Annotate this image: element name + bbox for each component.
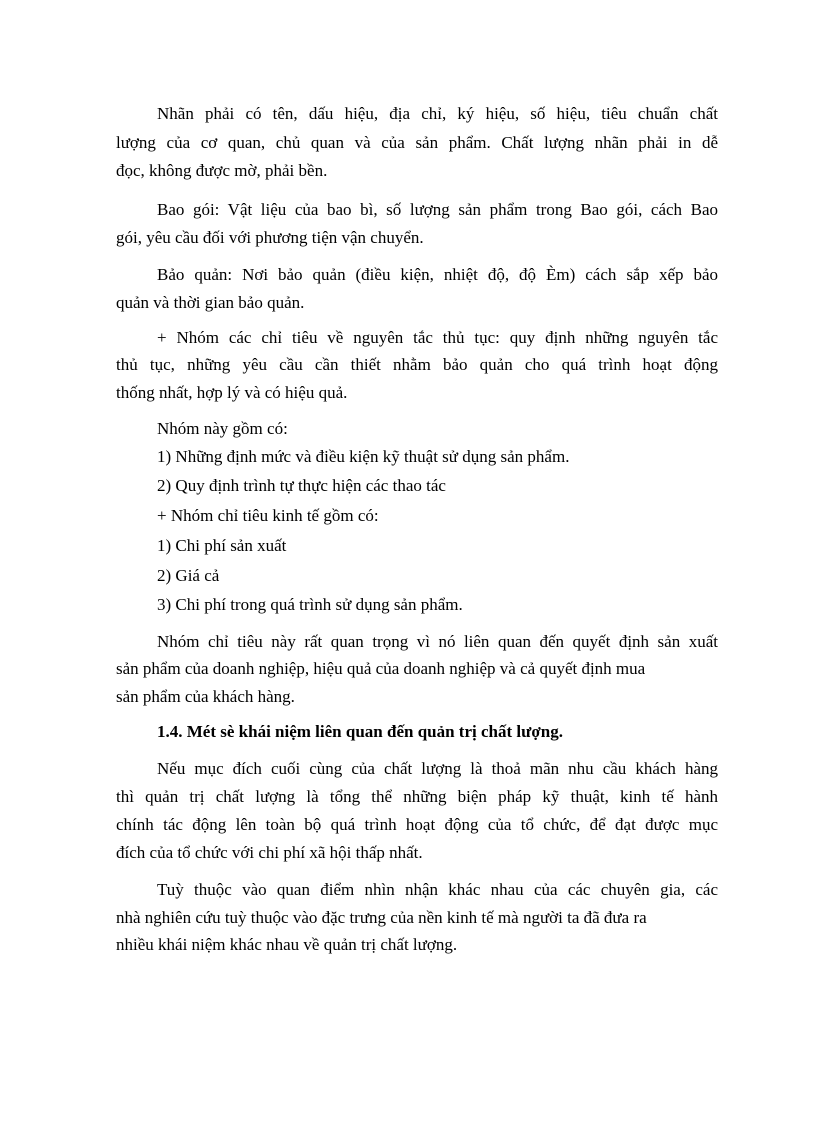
paragraph-line: quản và thời gian bảo quản. [116, 293, 305, 312]
paragraph-line: + Nhóm các chỉ tiêu về nguyên tắc thủ tục: quy định những nguyên tắc [157, 328, 718, 347]
paragraph-line: đích của tổ chức với chi phí xã hội thấp nhất. [116, 843, 423, 862]
list-item: 2) Giá cả [157, 566, 220, 585]
paragraph-line: Nếu mục đích cuối cùng của chất lượng là thoả mãn nhu cầu khách hàng [157, 759, 718, 778]
section-heading: 1.4. Mét sè khái niệm liên quan đến quản trị chất lượng. [157, 722, 563, 741]
paragraph-line: lượng của cơ quan, chủ quan và của sản phẩm. Chất lượng nhãn phải in dễ [116, 133, 718, 152]
paragraph-line: gói, yêu cầu đối với phương tiện vận chuyển. [116, 228, 424, 247]
paragraph-line: sản phẩm của doanh nghiệp, hiệu quả của doanh nghiệp và cả quyết định mua [116, 659, 646, 678]
paragraph-line: đọc, không được mờ, phải bền. [116, 161, 328, 180]
paragraph-line: chính tác động lên toàn bộ quá trình hoạt động của tổ chức, để đạt được mục [116, 815, 718, 834]
paragraph-line: nhà nghiên cứu tuỳ thuộc vào đặc trưng của nền kinh tế mà người ta đã đưa ra [116, 908, 647, 927]
paragraph-line: Nhóm chỉ tiêu này rất quan trọng vì nó liên quan đến quyết định sản xuất [157, 632, 718, 651]
list-intro: + Nhóm chỉ tiêu kinh tế gồm có: [157, 506, 379, 525]
paragraph-line: Bao gói: Vật liệu của bao bì, số lượng sản phẩm trong Bao gói, cách Bao [157, 200, 718, 219]
paragraph-line: nhiều khái niệm khác nhau về quản trị chất lượng. [116, 935, 458, 954]
paragraph-line: Nhãn phải có tên, dấu hiệu, địa chỉ, ký hiệu, số hiệu, tiêu chuẩn chất [157, 104, 718, 123]
paragraph-line: thì quản trị chất lượng là tổng thể những biện pháp kỹ thuật, kinh tế hành [116, 787, 718, 806]
paragraph-line: thủ tục, những yêu cầu cần thiết nhằm bảo quản cho quá trình hoạt động [116, 355, 718, 374]
paragraph-line: sản phẩm của khách hàng. [116, 687, 295, 706]
list-item: 3) Chi phí trong quá trình sử dụng sản phẩm. [157, 595, 463, 614]
list-intro: Nhóm này gồm có: [157, 419, 288, 438]
list-item: 1) Những định mức và điều kiện kỹ thuật sử dụng sản phẩm. [157, 447, 570, 466]
paragraph-line: Tuỳ thuộc vào quan điểm nhìn nhận khác nhau của các chuyên gia, các [157, 880, 718, 899]
list-item: 2) Quy định trình tự thực hiện các thao tác [157, 476, 446, 495]
paragraph-line: Bảo quản: Nơi bảo quản (điều kiện, nhiệt độ, độ Èm) cách sắp xếp bảo [157, 265, 718, 284]
paragraph-line: thống nhất, hợp lý và có hiệu quả. [116, 383, 348, 402]
list-item: 1) Chi phí sản xuất [157, 536, 287, 555]
